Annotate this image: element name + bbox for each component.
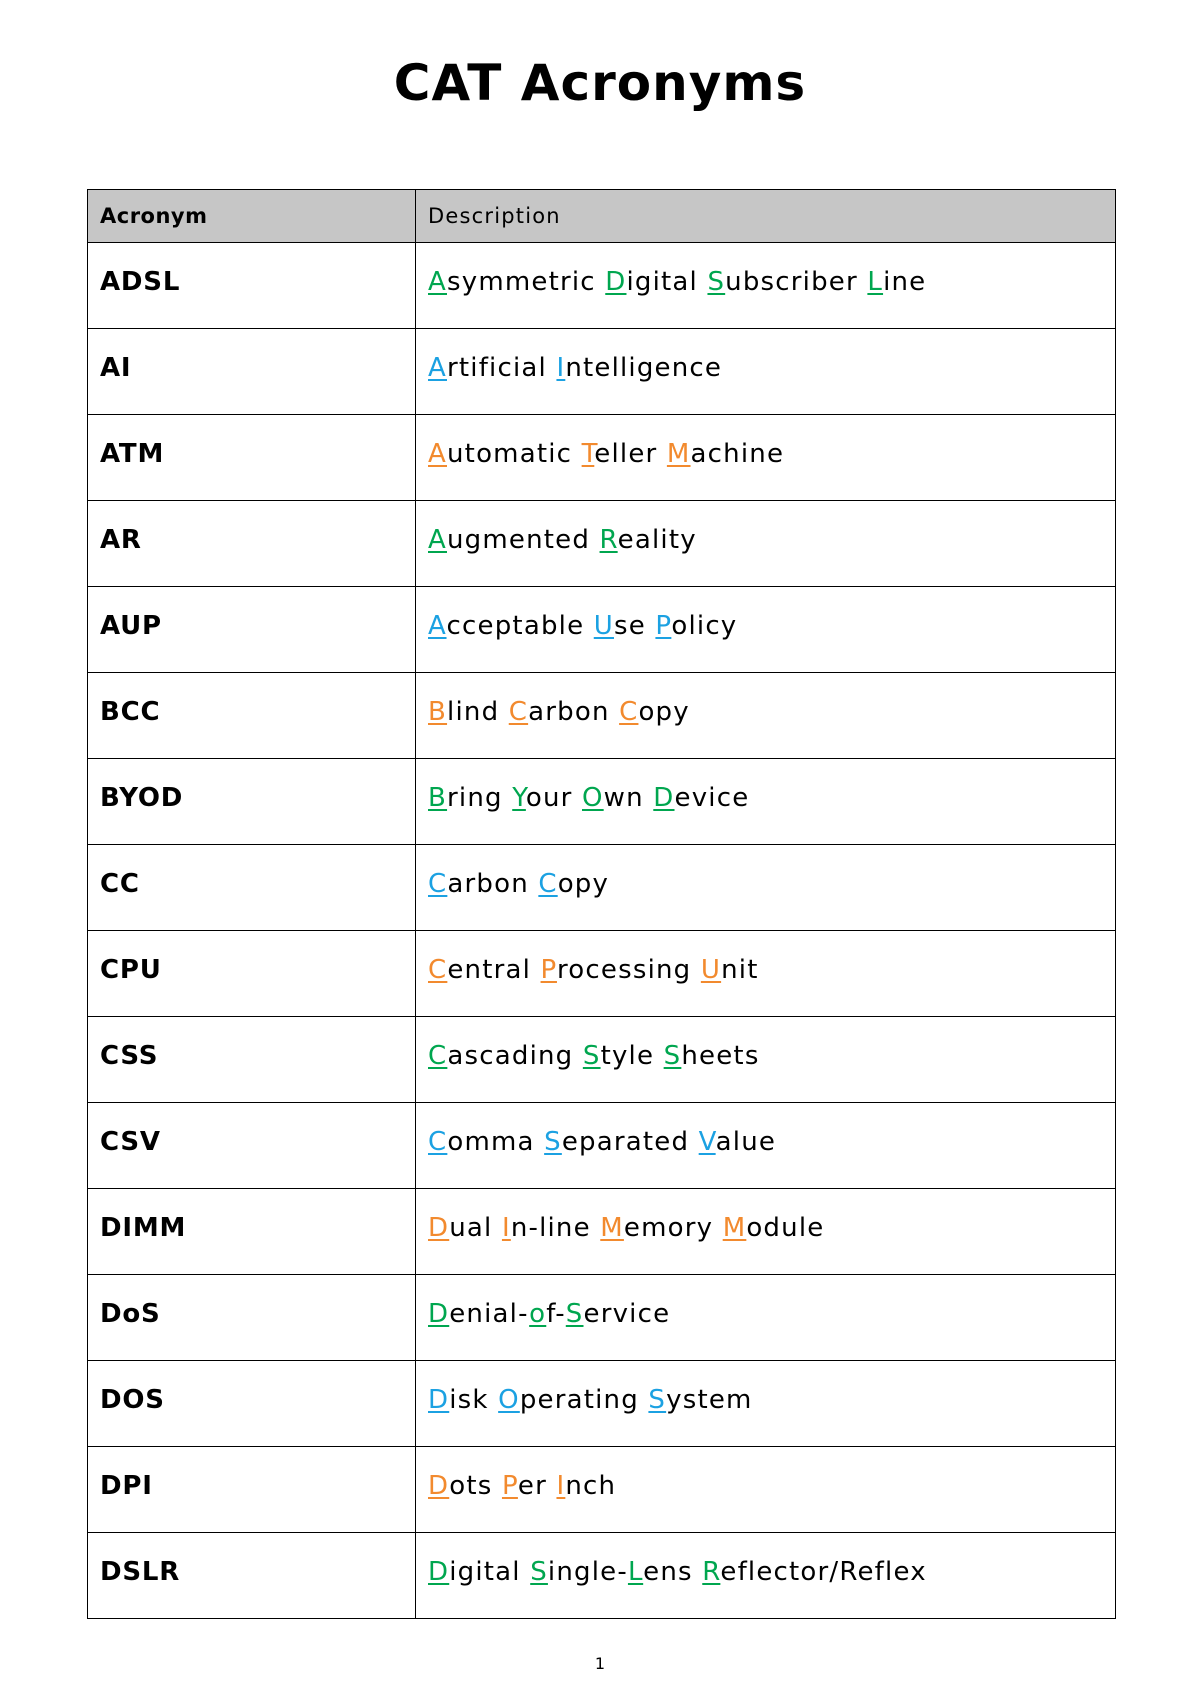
- description-text: ubscriber: [725, 267, 868, 297]
- description-text: rtificial: [447, 353, 557, 383]
- acronym-cell: AR: [88, 501, 416, 587]
- description-text: eller: [594, 439, 667, 469]
- description-text: nit: [721, 955, 759, 985]
- highlighted-initial: S: [582, 1041, 601, 1071]
- table-row: [88, 1189, 1116, 1275]
- highlighted-initial: S: [707, 267, 726, 297]
- description-text: ine: [883, 267, 927, 297]
- description-text: rocessing: [556, 955, 701, 985]
- description-text: olicy: [671, 611, 738, 641]
- acronym-cell: DoS: [88, 1275, 416, 1361]
- acronym-cell: CC: [88, 845, 416, 931]
- highlighted-initial: M: [600, 1213, 624, 1243]
- description-text: f-: [546, 1299, 566, 1329]
- acronym-cell: DPI: [88, 1447, 416, 1533]
- highlighted-initial: R: [702, 1557, 721, 1587]
- page-number: 1: [594, 1654, 606, 1673]
- description-text: wn: [603, 783, 654, 813]
- table-row: [88, 243, 1116, 329]
- description-cell: [416, 1533, 1116, 1619]
- highlighted-initial: P: [655, 611, 672, 641]
- description-text: symmetric: [447, 267, 606, 297]
- description-text: eflector/Reflex: [720, 1557, 927, 1587]
- description-cell: [416, 1361, 1116, 1447]
- description-cell: [416, 673, 1116, 759]
- highlighted-initial: S: [648, 1385, 667, 1415]
- highlighted-initial: D: [428, 1299, 450, 1329]
- description-text: omma: [447, 1127, 545, 1157]
- acronym-rows: [88, 243, 1116, 1619]
- highlighted-initial: L: [867, 267, 884, 297]
- page-title: CAT Acronyms: [393, 54, 807, 112]
- highlighted-initial: S: [544, 1127, 562, 1157]
- table-row: [88, 415, 1116, 501]
- highlighted-initial: P: [540, 955, 557, 985]
- highlighted-initial: I: [501, 1213, 511, 1243]
- highlighted-initial: D: [428, 1213, 450, 1243]
- description-text: emory: [623, 1213, 723, 1243]
- highlighted-initial: A: [428, 439, 447, 469]
- description-text: opy: [557, 869, 610, 899]
- table-row: [88, 1017, 1116, 1103]
- highlighted-initial: T: [581, 439, 595, 469]
- description-text: ystem: [666, 1385, 753, 1415]
- acronym-cell: CPU: [88, 931, 416, 1017]
- description-text: igital: [449, 1557, 531, 1587]
- description-text: se: [613, 611, 656, 641]
- highlighted-initial: S: [663, 1041, 682, 1071]
- table-row: [88, 329, 1116, 415]
- description-text: isk: [449, 1385, 499, 1415]
- acronym-cell: DSLR: [88, 1533, 416, 1619]
- description-text: arbon: [447, 869, 539, 899]
- description-text: alue: [715, 1127, 777, 1157]
- highlighted-initial: O: [582, 783, 604, 813]
- highlighted-initial: o: [529, 1299, 547, 1329]
- table-header-row: [88, 190, 1116, 243]
- description-cell: [416, 415, 1116, 501]
- acronym-cell: CSV: [88, 1103, 416, 1189]
- highlighted-initial: Y: [512, 783, 526, 813]
- description-text: evice: [674, 783, 750, 813]
- acronym-cell: BCC: [88, 673, 416, 759]
- highlighted-initial: B: [428, 783, 448, 813]
- highlighted-initial: D: [653, 783, 675, 813]
- highlighted-initial: P: [501, 1471, 518, 1501]
- description-text: ugmented: [447, 525, 600, 555]
- description-cell: [416, 845, 1116, 931]
- highlighted-initial: A: [428, 611, 447, 641]
- description-text: enial-: [449, 1299, 530, 1329]
- acronym-cell: CSS: [88, 1017, 416, 1103]
- description-text: cceptable: [446, 611, 594, 641]
- description-text: ring: [447, 783, 513, 813]
- description-cell: [416, 1189, 1116, 1275]
- description-text: ascading: [447, 1041, 583, 1071]
- description-text: ntelligence: [565, 353, 723, 383]
- description-text: heets: [681, 1041, 760, 1071]
- description-text: ens: [643, 1557, 703, 1587]
- highlighted-initial: I: [556, 353, 566, 383]
- description-text: nch: [565, 1471, 617, 1501]
- acronym-cell: ADSL: [88, 243, 416, 329]
- description-text: n-line: [510, 1213, 601, 1243]
- description-text: achine: [690, 439, 785, 469]
- description-text: our: [525, 783, 582, 813]
- highlighted-initial: C: [538, 869, 558, 899]
- description-cell: [416, 1103, 1116, 1189]
- description-text: entral: [447, 955, 541, 985]
- table-row: [88, 587, 1116, 673]
- highlighted-initial: S: [530, 1557, 548, 1587]
- highlighted-initial: D: [428, 1471, 450, 1501]
- acronym-cell: DIMM: [88, 1189, 416, 1275]
- description-text: perating: [519, 1385, 649, 1415]
- description-text: lind: [447, 697, 509, 727]
- highlighted-initial: U: [700, 955, 722, 985]
- description-text: opy: [638, 697, 690, 727]
- highlighted-initial: R: [599, 525, 618, 555]
- table-row: [88, 1533, 1116, 1619]
- description-cell: [416, 243, 1116, 329]
- description-text: ingle-: [547, 1557, 628, 1587]
- acronym-column-header: Acronym: [88, 190, 416, 243]
- highlighted-initial: D: [428, 1557, 450, 1587]
- highlighted-initial: A: [428, 353, 447, 383]
- highlighted-initial: C: [428, 869, 448, 899]
- description-text: ots: [449, 1471, 502, 1501]
- description-text: eality: [617, 525, 697, 555]
- description-text: arbon: [528, 697, 620, 727]
- acronym-cell: DOS: [88, 1361, 416, 1447]
- highlighted-initial: A: [428, 525, 447, 555]
- highlighted-initial: I: [556, 1471, 566, 1501]
- description-cell: [416, 931, 1116, 1017]
- description-text: tyle: [600, 1041, 664, 1071]
- highlighted-initial: S: [565, 1299, 584, 1329]
- highlighted-initial: B: [428, 697, 448, 727]
- description-cell: [416, 501, 1116, 587]
- description-cell: [416, 587, 1116, 673]
- highlighted-initial: V: [698, 1127, 716, 1157]
- table-row: [88, 673, 1116, 759]
- description-text: ervice: [583, 1299, 671, 1329]
- highlighted-initial: D: [428, 1385, 450, 1415]
- highlighted-initial: D: [605, 267, 627, 297]
- acronym-cell: BYOD: [88, 759, 416, 845]
- highlighted-initial: U: [593, 611, 614, 641]
- description-text: igital: [626, 267, 708, 297]
- table-row: [88, 759, 1116, 845]
- acronym-cell: AI: [88, 329, 416, 415]
- description-cell: [416, 329, 1116, 415]
- description-cell: [416, 1017, 1116, 1103]
- description-text: eparated: [561, 1127, 699, 1157]
- highlighted-initial: C: [428, 955, 448, 985]
- description-text: odule: [746, 1213, 825, 1243]
- acronym-cell: AUP: [88, 587, 416, 673]
- description-text: er: [517, 1471, 557, 1501]
- description-cell: [416, 1275, 1116, 1361]
- description-cell: [416, 1447, 1116, 1533]
- highlighted-initial: O: [498, 1385, 520, 1415]
- highlighted-initial: C: [428, 1127, 448, 1157]
- table-row: [88, 845, 1116, 931]
- highlighted-initial: A: [428, 267, 447, 297]
- highlighted-initial: C: [428, 1041, 448, 1071]
- table-row: [88, 1103, 1116, 1189]
- table-row: [88, 1275, 1116, 1361]
- acronym-cell: ATM: [88, 415, 416, 501]
- highlighted-initial: L: [627, 1557, 644, 1587]
- description-cell: [416, 759, 1116, 845]
- description-column-header: Description: [416, 190, 1116, 243]
- highlighted-initial: C: [619, 697, 639, 727]
- table-row: [88, 1361, 1116, 1447]
- description-text: ual: [449, 1213, 502, 1243]
- description-text: utomatic: [447, 439, 582, 469]
- highlighted-initial: M: [666, 439, 691, 469]
- table-row: [88, 931, 1116, 1017]
- acronym-table: [87, 189, 1116, 1619]
- table-row: [88, 501, 1116, 587]
- highlighted-initial: M: [722, 1213, 747, 1243]
- highlighted-initial: C: [508, 697, 529, 727]
- table-row: [88, 1447, 1116, 1533]
